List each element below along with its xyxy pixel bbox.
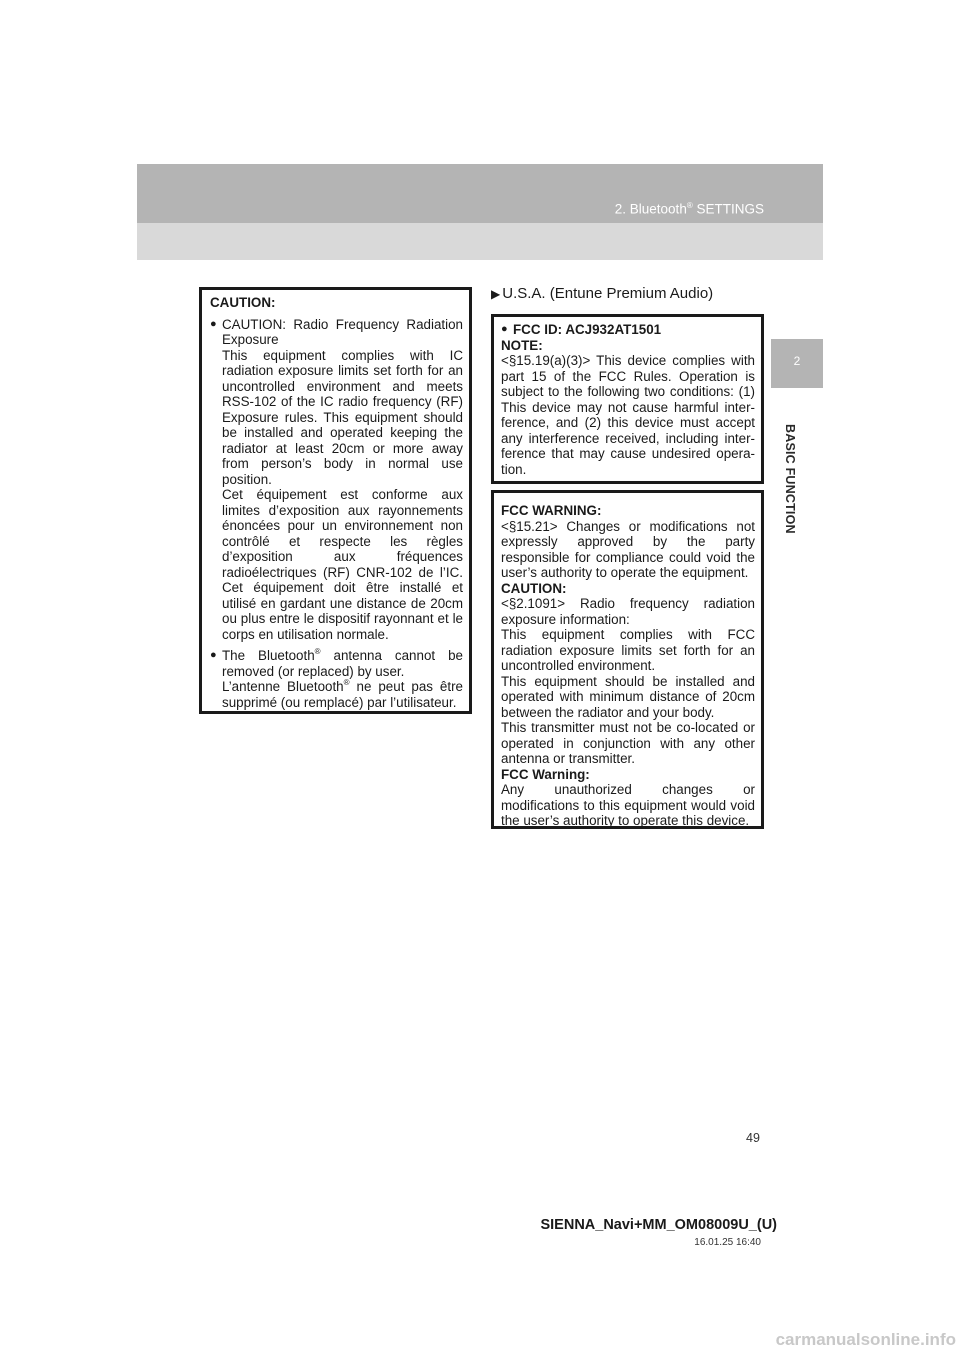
fcc-warning-box — [491, 490, 764, 829]
list-item — [210, 317, 463, 348]
fcc-warning-text: <§15.21> Changes or modifications not expressly approved by the party responsible for compliance could void the user’s authority to operate the equipment. — [501, 518, 755, 580]
caution-heading: CAUTION: — [210, 295, 276, 310]
bullet-icon: ● — [501, 323, 508, 335]
fcc-id: FCC ID: ACJ932AT1501 — [513, 322, 662, 337]
page-header-title: 2. Bluetooth® SETTINGS — [614, 201, 764, 217]
antenna-text-en: The Bluetooth® antenna cannot be removed (or replaced) by user. — [222, 647, 463, 679]
bullet-icon: ● — [210, 317, 217, 330]
rf-exposure-text: <§2.1091> Radio frequency radiation exposure information: — [501, 596, 755, 627]
unauthorized-changes-text: Any unauthorized changes or modifications to this equipment would void the user’s authority to operate this device. — [501, 782, 755, 828]
rf-distance-text: This equipment should be installed and operated with minimum distance of 20cm between the radiator and your body. — [501, 673, 755, 720]
antenna-text-fr: L’antenne Bluetooth® ne peut pas être supprimé (ou remplacé) par l’utilisateur. — [222, 678, 463, 710]
caution-heading: CAUTION: — [501, 580, 567, 596]
caution-text-en: This equipment complies with IC radiation exposure limits set forth for an uncontrolled environment and meets RSS-102 of the IC radio frequency (RF) Exposure rules. This equipment should be installed and operated keeping the radiator at least 20cm or more away from person’s body in normal use position. — [222, 347, 463, 487]
fcc-warning-subheading: FCC Warning: — [501, 766, 590, 782]
fcc-warning-heading: FCC WARNING: — [501, 503, 602, 518]
rf-compliance-text: This equipment complies with FCC radiation exposure limits set forth for an uncontrolled environment. — [501, 627, 755, 673]
caution-title: CAUTION: Radio Frequency Radiation Exposure — [222, 316, 463, 347]
right-triangle-icon: ▶ — [491, 287, 501, 301]
list-item — [210, 648, 463, 679]
note-text: <§15.19(a)(3)> This device complies with part 15 of the FCC Rules. Operation is subject to the following two conditions: (1) This device may not cause harmful inter-ference, and (2) this device must accept any interference received, including inter-ference that may cause undesired opera-tion. — [501, 353, 755, 477]
rf-colocation-text: This transmitter must not be co-located or operated in conjunction with any other antenna or transmitter. — [501, 720, 755, 766]
watermark: carmanualsonline.info — [700, 1330, 960, 1358]
list-item — [501, 322, 755, 338]
caution-box-ic — [199, 287, 472, 714]
print-timestamp: 16.01.25 16:40 — [694, 1237, 761, 1248]
section-title: ▶ U.S.A. (Entune Premium Audio) — [491, 285, 714, 302]
fcc-id-box — [491, 314, 764, 484]
document-id: SIENNA_Navi+MM_OM08009U_(U) — [540, 1217, 777, 1233]
chapter-label: BASIC FUNCTION — [783, 424, 797, 534]
bullet-icon: ● — [210, 649, 217, 661]
header-subband — [137, 223, 823, 260]
note-heading: NOTE: — [501, 337, 543, 353]
page-number: 49 — [746, 1131, 760, 1145]
chapter-number: 2 — [793, 354, 801, 368]
caution-text-fr: Cet équipement est conforme aux limites d’exposition aux rayonnements énoncées pour un environnement non contrôlé et respecte les règles d’exposition aux fréquences radioélectriques (RF) CNR-102 de l’IC. Cet équipement doit être installé et utilisé en gardant une distance de 20cm ou plus entre le dispositif rayonnant et le corps en utilisation normale. — [222, 487, 463, 642]
